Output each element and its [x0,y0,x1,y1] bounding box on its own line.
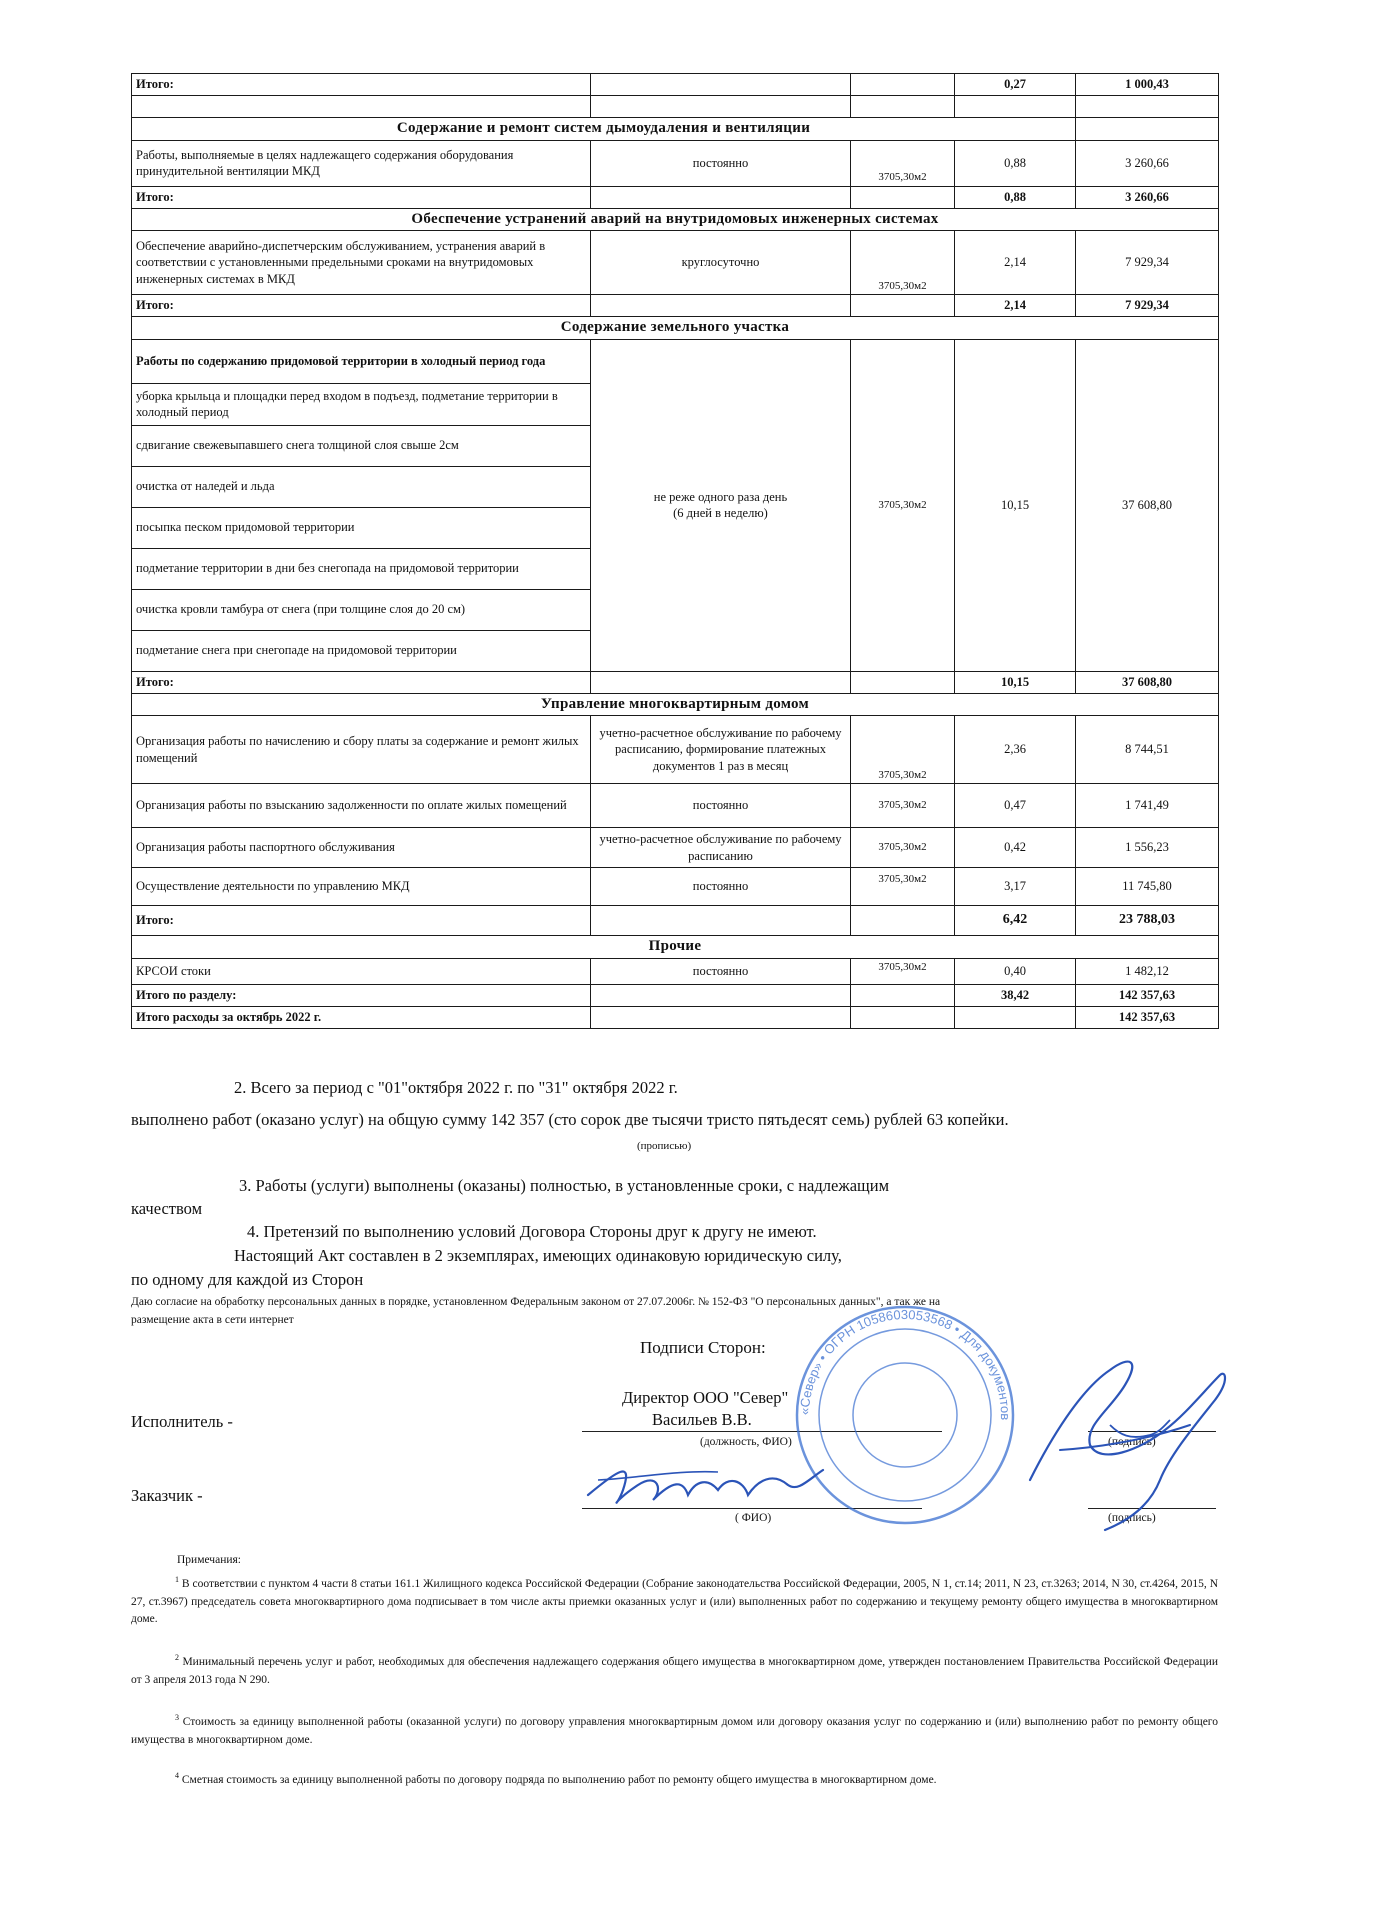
sign-caption-1: (подпись) [1108,1436,1156,1448]
fio-caption: ( ФИО) [735,1512,772,1524]
paragraph-4: 4. Претензий по выполнению условий Договора Стороны друг к другу не имеют. [247,1222,817,1241]
work-cell: Обеспечение аварийно-диспетчерским обслуживанием, устранения аварий в соответствии с установленными предельными сроками на внутридомовых инженерных системах в МКД [132,231,591,295]
works-table [131,73,1219,1029]
table-row-total: Итого: 10,15 37 608,80 [132,671,1219,693]
paragraph-2-amount: выполнено работ (оказано услуг) на общую сумму 142 357 (сто сорок две тысячи тристо пятьдесят семь) рублей 63 копейки. [131,1110,1009,1129]
note-1: $^1$ В соответствии с пунктом 4 части 8 статьи 161.1 Жилищного кодекса Российской Федерации (Собрание законодательства Российской Федерации, 2005, N 1, ст.14; 2011, N 23, ст.3263; 2014, N 30, ст.4264, 2015, N 27, ст.3967) председатель совета многоквартирного дома подписывает в том числе акты приемки оказанных услуг и (или) выполненных работ по содержанию и текущему ремонту общего имущества в многоквартирном доме. [131,1575,1219,1626]
section-management-header: Управление многоквартирным домом [132,693,1219,716]
paragraph-3: 3. Работы (услуги) выполнены (оказаны) полностью, в установленные сроки, с надлежащим [239,1176,890,1195]
section-ventilation-header: Содержание и ремонт систем дымоудаления и вентиляции [132,118,1219,141]
section-other-header: Прочие [132,936,1219,959]
table-row: Организация работы паспортного обслуживания учетно-расчетное обслуживание по рабочему расписанию 3705,30м2 0,42 1 556,23 [132,828,1219,868]
executor-signature [990,1330,1260,1540]
sign-caption-2: (подпись) [1108,1512,1156,1524]
coef-cell: 10,15 [955,339,1076,671]
area-cell: 3705,30м2 [851,339,955,671]
table-row-total: Итого: 0,88 3 260,66 [132,186,1219,208]
note-3: $^3$ Стоимость за единицу выполненной работы (оказанной услуги) по договору управления многоквартирным домом или договору оказания услуг по содержанию и (или) выполнению работ по ремонту общего имущества в многоквартирном доме. [131,1713,1218,1746]
table-row-grand-total: Итого расходы за октябрь 2022 г. 142 357,63 [132,1006,1219,1028]
paragraph-5: Настоящий Акт составлен в 2 экземплярах, имеющих одинаковую юридическую силу, [234,1246,842,1265]
sum-cell: 7 929,34 [1076,231,1219,295]
table-row-empty [132,96,1219,118]
amount-caption: (прописью) [637,1140,692,1152]
coef-cell: 2,14 [955,231,1076,295]
position-caption: (должность, ФИО) [700,1436,792,1448]
period-cell: не реже одного раза день (6 дней в неделю) [591,339,851,671]
executor-label: Исполнитель - [131,1412,233,1431]
table-row-section-total: Итого по разделу: 38,42 142 357,63 [132,984,1219,1006]
stamp-text: «Север» • ОГРН 1058603053568 • Для документов [796,1306,1014,1421]
table-row: Осуществление деятельности по управлению МКД постоянно 3705,30м2 3,17 11 745,80 [132,868,1219,906]
table-row [132,140,1219,186]
sum-cell: 37 608,80 [1076,339,1219,671]
area-cell: 3705,30м2 [851,140,955,186]
table-row: очистка от наледей и льда [132,466,1219,507]
section-emergency-header: Обеспечение устранений аварий на внутридомовых инженерных системах [132,208,1219,231]
table-row: сдвигание свежевыпавшего снега толщиной слоя свыше 2см [132,425,1219,466]
table-row: Организация работы по взысканию задолженности по оплате жилых помещений постоянно 3705,30м2 0,47 1 741,49 [132,784,1219,828]
director-name: Васильев В.В. [652,1410,752,1429]
paragraph-2-period: 2. Всего за период с "01"октября 2022 г. по "31" октября 2022 г. [234,1078,678,1097]
area-cell: 3705,30м2 [851,231,955,295]
table-row: Организация работы по начислению и сбору платы за содержание и ремонт жилых помещений учетно-расчетное обслуживание по рабочему расписанию, формирование платежных документов 1 раз в месяц 3705,30м2 2,36 8 744,51 [132,716,1219,784]
table-row: уборка крыльца и площадки перед входом в подъезд, подметание территории в холодный период [132,383,1219,425]
signatures-heading: Подписи Сторон: [640,1338,766,1357]
table-row: посыпка песком придомовой территории [132,507,1219,548]
paragraph-5-cont: по одному для каждой из Сторон [131,1270,364,1289]
total-coef: 0,27 [955,74,1076,96]
period-cell: постоянно [591,140,851,186]
section-land-header: Содержание земельного участка [132,317,1219,340]
table-row [132,339,1219,383]
consent-line-1: Даю согласие на обработку персональных данных в порядке, установленном Федеральным законом от 27.07.2006г. № 152-ФЗ "О персональных данных", а так же на [131,1296,941,1308]
customer-label: Заказчик - [131,1486,203,1505]
note-4: $^4$ Сметная стоимость за единицу выполненной работы по договору подряда по выполнению работ по ремонту общего имущества в многоквартирном доме. [175,1771,937,1786]
table-row-total: Итого: 2,14 7 929,34 [132,295,1219,317]
table-row: КРСОИ стоки постоянно 3705,30м2 0,40 1 482,12 [132,958,1219,984]
period-cell: круглосуточно [591,231,851,295]
total-label: Итого: [132,74,591,96]
table-row: подметание снега при снегопаде на придомовой территории [132,630,1219,671]
work-cell: Работы по содержанию придомовой территории в холодный период года [132,339,591,383]
work-cell: Работы, выполняемые в целях надлежащего содержания оборудования принудительной вентиляции МКД [132,140,591,186]
total-sum: 1 000,43 [1076,74,1219,96]
note-2: $^2$ Минимальный перечень услуг и работ, необходимых для обеспечения надлежащего содержания общего имущества в многоквартирном доме, утвержден постановлением Правительства Российской Федерации от 3 апреля 2013 года N 290. [131,1653,1218,1686]
sum-cell: 3 260,66 [1076,140,1219,186]
notes-title: Примечания: [177,1554,241,1566]
consent-line-2: размещение акта в сети интернет [131,1314,294,1326]
customer-signature [578,1450,838,1520]
table-row [132,231,1219,295]
table-row: очистка кровли тамбура от снега (при толщине слоя до 20 см) [132,589,1219,630]
table-row: подметание территории в дни без снегопада на придомовой территории [132,548,1219,589]
table-row-total [132,74,1219,96]
table-row-total: Итого: 6,42 23 788,03 [132,906,1219,936]
director-position: Директор ООО "Север" [622,1388,789,1407]
coef-cell: 0,88 [955,140,1076,186]
paragraph-3-cont: качеством [131,1199,203,1218]
